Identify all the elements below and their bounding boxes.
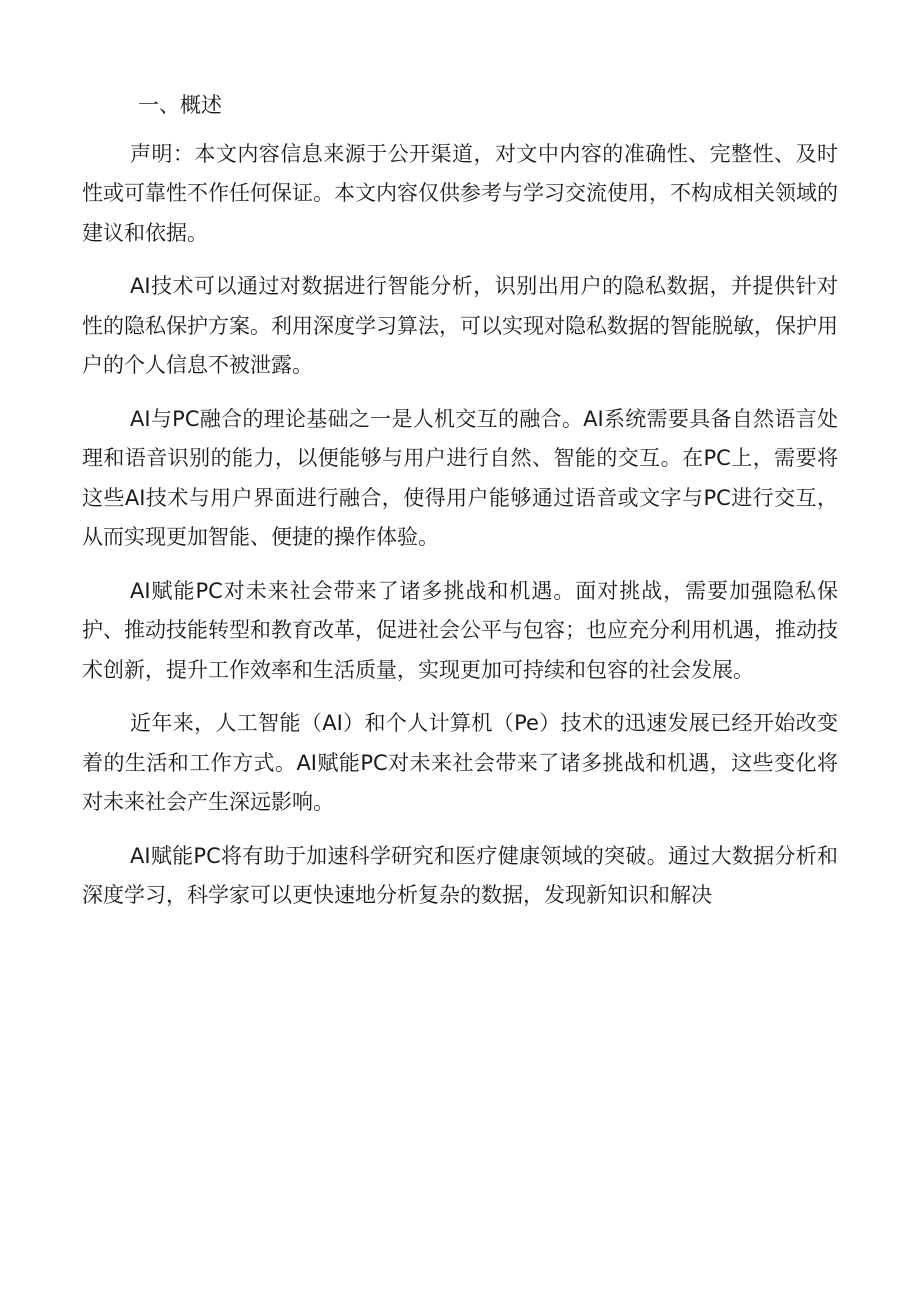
disclaimer-paragraph: 声明：本文内容信息来源于公开渠道，对文中内容的准确性、完整性、及时性或可靠性不作任何保证。本文内容仅供参考与学习交流使用，不构成相关领域的建议和依据。 (82, 141, 838, 245)
body-paragraph: AI赋能PC对未来社会带来了诸多挑战和机遇。面对挑战，需要加强隐私保护、推动技能转型和教育改革，促进社会公平与包容；也应充分利用机遇，推动技术创新，提升工作效率和生活质量，实现更加可持续和包容的社会发展。 (82, 578, 838, 682)
body-paragraph: AI与PC融合的理论基础之一是人机交互的融合。AI系统需要具备自然语言处理和语音识别的能力，以便能够与用户进行自然、智能的交互。在PC上，需要将这些AI技术与用户界面进行融合，使得用户能够通过语音或文字与PC进行交互，从而实现更加智能、便捷的操作体验。 (82, 406, 838, 549)
body-paragraph: AI赋能PC将有助于加速科学研究和医疗健康领域的突破。通过大数据分析和深度学习，科学家可以更快速地分析复杂的数据，发现新知识和解决 (82, 843, 838, 907)
body-paragraph: 近年来，人工智能（AI）和个人计算机（Pe）技术的迅速发展已经开始改变着的生活和工作方式。AI赋能PC对未来社会带来了诸多挑战和机遇，这些变化将对未来社会产生深远影响。 (82, 711, 838, 814)
section-heading: 一、概述 (138, 93, 222, 117)
body-paragraph: AI技术可以通过对数据进行智能分析，识别出用户的隐私数据，并提供针对性的隐私保护方案。利用深度学习算法，可以实现对隐私数据的智能脱敏，保护用户的个人信息不被泄露。 (82, 274, 838, 377)
